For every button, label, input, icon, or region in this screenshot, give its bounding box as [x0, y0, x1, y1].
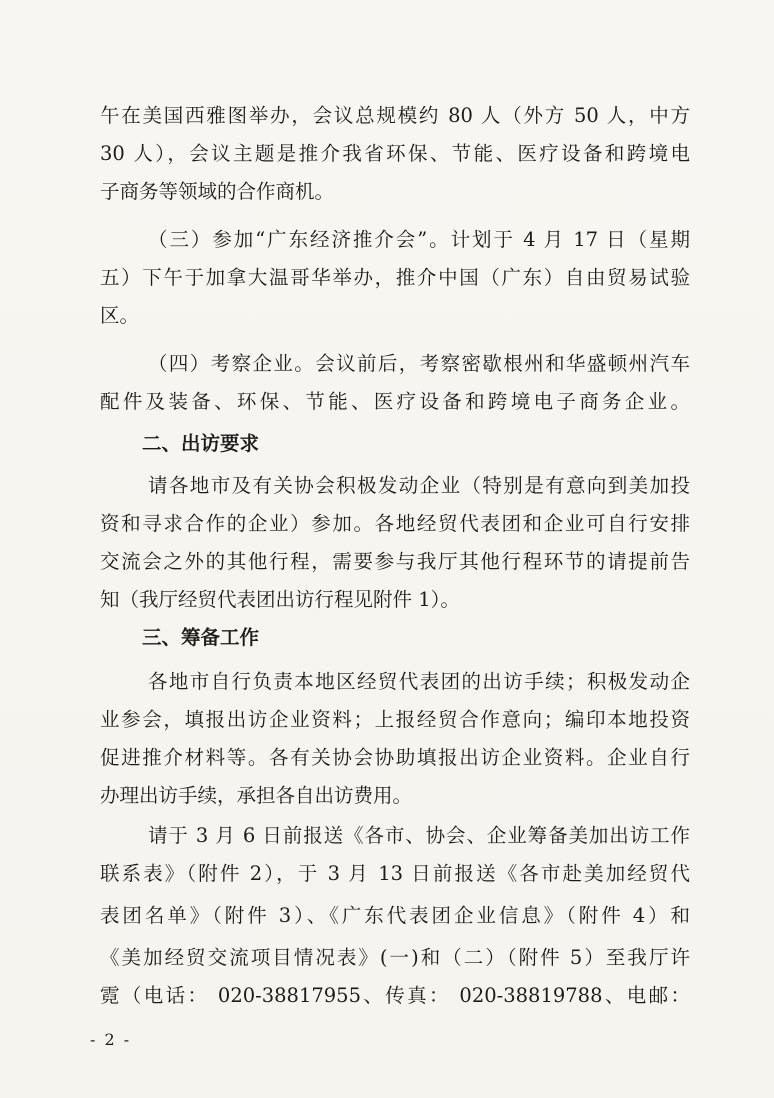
- paragraph-line: 区。: [100, 304, 140, 327]
- paragraph-line: 交流会之外的其他行程，需要参与我厅其他行程环节的请提前告: [100, 550, 690, 573]
- paragraph-line: 知（我厅经贸代表团出访行程见附件 1）。: [100, 588, 460, 611]
- paragraph-line: 霓（电话： 020-38817955、传真： 020-38819788、电邮：: [100, 984, 690, 1007]
- paragraph-line: （三）参加“广东经济推介会”。计划于 4 月 17 日（星期: [148, 228, 690, 251]
- paragraph-line: 资和寻求合作的企业）参加。各地经贸代表团和企业可自行安排: [100, 512, 690, 535]
- paragraph-line: 请各地市及有关协会积极发动企业（特别是有意向到美加投: [148, 474, 690, 497]
- paragraph-line: （四）考察企业。会议前后，考察密歇根州和华盛顿州汽车: [148, 352, 690, 375]
- paragraph-line: 各地市自行负责本地区经贸代表团的出访手续；积极发动企: [148, 670, 690, 693]
- paragraph-line: 子商务等领域的合作商机。: [100, 180, 335, 203]
- paragraph-line: 配件及装备、环保、节能、医疗设备和跨境电子商务企业。: [100, 390, 690, 413]
- paragraph-line: 办理出访手续，承担各自出访费用。: [100, 784, 413, 807]
- page-number: - 2 -: [90, 1030, 132, 1049]
- paragraph-line: 午在美国西雅图举办，会议总规模约 80 人（外方 50 人，中方: [100, 104, 690, 127]
- paragraph-line: 业参会，填报出访企业资料；上报经贸合作意向；编印本地投资: [100, 708, 690, 731]
- paragraph-line: 《美加经贸交流项目情况表》(一)和（二）（附件 5）至我厅许: [100, 946, 690, 969]
- section-heading: 三、筹备工作: [142, 626, 260, 649]
- paragraph-line: 促进推介材料等。各有关协会协助填报出访企业资料。企业自行: [100, 746, 690, 769]
- section-heading: 二、出访要求: [142, 432, 260, 455]
- paragraph-line: 表团名单》（附件 3）、《广东代表团企业信息》（附件 4）和: [100, 904, 690, 927]
- paragraph-line: 五）下午于加拿大温哥华举办，推介中国（广东）自由贸易试验: [100, 266, 690, 289]
- paragraph-line: 请于 3 月 6 日前报送《各市、协会、企业筹备美加出访工作: [148, 824, 690, 847]
- paragraph-line: 30 人），会议主题是推介我省环保、节能、医疗设备和跨境电: [100, 142, 690, 165]
- paragraph-line: 联系表》（附件 2），于 3 月 13 日前报送《各市赴美加经贸代: [100, 862, 690, 885]
